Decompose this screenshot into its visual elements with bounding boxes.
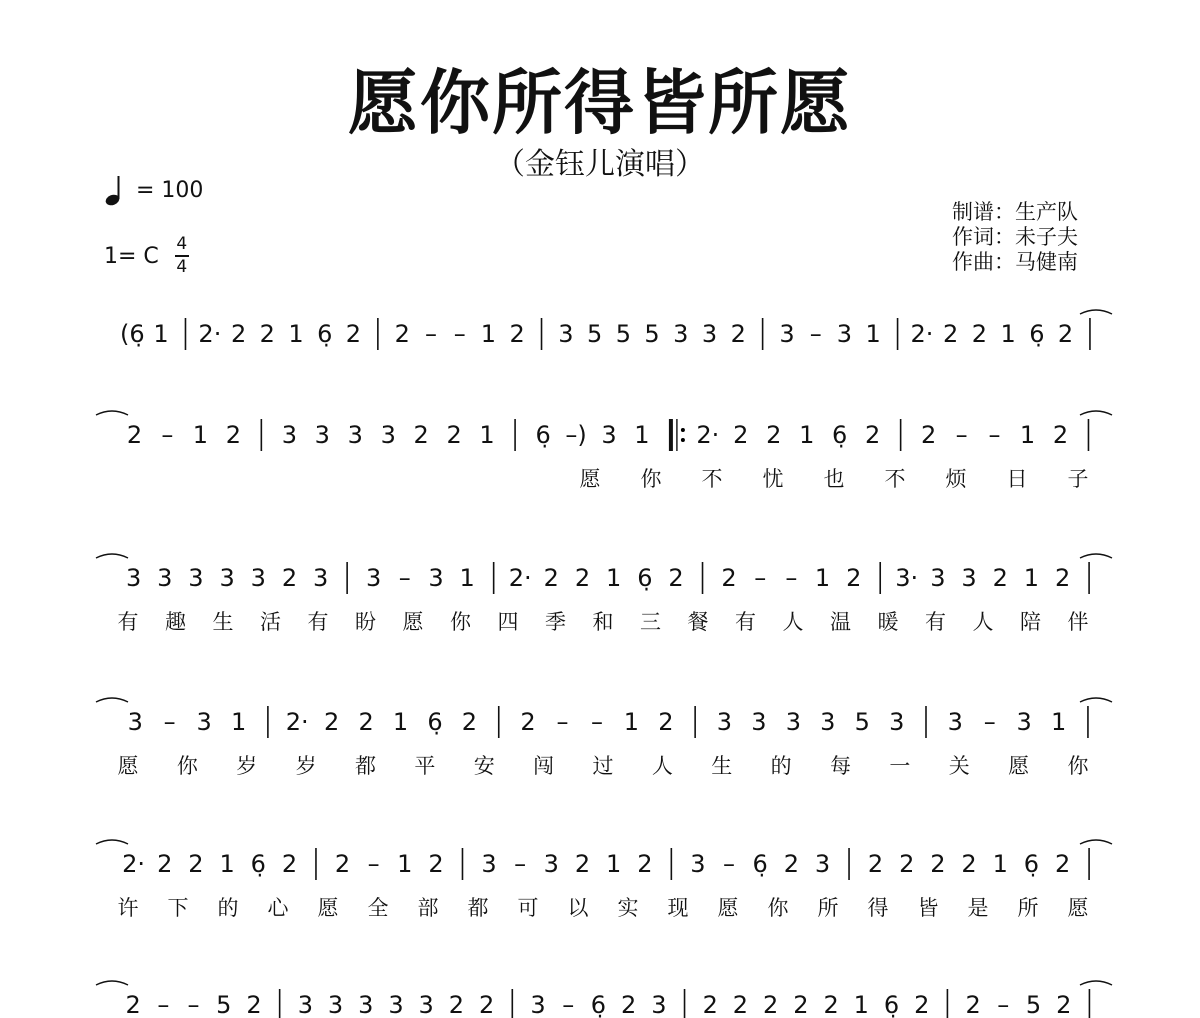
lyric-char: 活 bbox=[260, 610, 281, 634]
note: 2 bbox=[281, 564, 298, 592]
lyric-char: 日 bbox=[1006, 467, 1028, 491]
note: 2· bbox=[508, 564, 532, 592]
lyric-char: 盼 bbox=[355, 610, 376, 634]
lyric-char: 的 bbox=[770, 754, 792, 778]
note: 3 bbox=[651, 991, 667, 1018]
note: 2 bbox=[446, 421, 462, 449]
lyric-char: 有 bbox=[307, 610, 329, 634]
note: 2 bbox=[783, 850, 800, 878]
note: 2 bbox=[766, 421, 782, 449]
lyric-char: 伴 bbox=[1067, 610, 1089, 634]
note: 3 bbox=[701, 320, 718, 348]
repeat-dot bbox=[681, 428, 685, 432]
note: 2 bbox=[965, 991, 981, 1018]
lyric-char: 烦 bbox=[945, 467, 967, 491]
note: 2 bbox=[520, 708, 536, 736]
lyric-char: 陪 bbox=[1020, 610, 1041, 634]
note: 6̣ bbox=[250, 850, 266, 878]
lyric-char: 不 bbox=[884, 467, 906, 491]
note: 1 bbox=[459, 564, 475, 592]
note: 3 bbox=[281, 421, 297, 449]
lyric-char: 愿 bbox=[579, 467, 601, 491]
lyric-char: 愿 bbox=[1008, 754, 1030, 778]
song-title: 愿你所得皆所愿 bbox=[348, 62, 852, 144]
note: 6̣ bbox=[883, 991, 900, 1018]
note: – bbox=[785, 564, 798, 592]
note: 3 bbox=[428, 564, 444, 592]
note: 1 bbox=[865, 320, 881, 348]
note: 1 bbox=[623, 708, 640, 736]
note: 3 bbox=[188, 564, 204, 592]
note: 3 bbox=[358, 991, 374, 1018]
note: 1 bbox=[1051, 708, 1067, 736]
lyric-char: 有 bbox=[735, 610, 756, 634]
key-text: 1= C bbox=[104, 243, 159, 269]
note: 1 bbox=[992, 850, 1008, 878]
lyric-char: 生 bbox=[711, 754, 733, 778]
slur bbox=[1080, 840, 1112, 844]
note: 2 bbox=[763, 991, 779, 1018]
note: 5 bbox=[216, 991, 232, 1018]
note: 3 bbox=[558, 320, 574, 348]
note: 2 bbox=[230, 320, 247, 348]
note: 6̣ bbox=[317, 320, 333, 348]
note: 3· bbox=[895, 564, 919, 592]
note: 2 bbox=[793, 991, 809, 1018]
note: 2 bbox=[574, 564, 591, 592]
note: 2 bbox=[574, 850, 591, 878]
note: 1 bbox=[219, 850, 235, 878]
note: 5 bbox=[587, 320, 603, 348]
lyric-char: 你 bbox=[1067, 754, 1089, 778]
note: 1 bbox=[799, 421, 815, 449]
note: – bbox=[723, 850, 736, 878]
note: 2 bbox=[334, 850, 351, 878]
lyric-char: 得 bbox=[867, 896, 889, 920]
note: 5 bbox=[854, 708, 870, 736]
lyric-char: 生 bbox=[212, 610, 234, 634]
note: 2 bbox=[1054, 850, 1071, 878]
note: – bbox=[187, 991, 200, 1018]
note: 6̣ bbox=[590, 991, 607, 1018]
lyric-char: 愿 bbox=[317, 896, 339, 920]
lyric-char: 人 bbox=[782, 610, 804, 634]
lyric-char: 下 bbox=[167, 896, 189, 920]
slur bbox=[1080, 981, 1112, 985]
credit-transcriber: 制谱：生产队 bbox=[952, 200, 1078, 224]
note: 6̣ bbox=[427, 708, 443, 736]
note: 3 bbox=[250, 564, 266, 592]
note: 2 bbox=[478, 991, 495, 1018]
performer-subtitle: （金钰儿演唱） bbox=[495, 147, 705, 182]
lyric-char: 都 bbox=[355, 754, 376, 778]
note: – bbox=[809, 320, 822, 348]
note: 2· bbox=[910, 320, 934, 348]
lyric-char: 趣 bbox=[165, 610, 186, 634]
note: 3 bbox=[785, 708, 801, 736]
lyric-char: 有 bbox=[925, 610, 946, 634]
note: 2 bbox=[961, 850, 977, 878]
slur bbox=[96, 411, 128, 415]
note: – bbox=[453, 320, 466, 348]
lyric-char: 现 bbox=[667, 896, 689, 920]
note: 3 bbox=[530, 991, 546, 1018]
note: – bbox=[754, 564, 767, 592]
note: 2 bbox=[358, 708, 374, 736]
note: 3 bbox=[312, 564, 329, 592]
note: 3 bbox=[481, 850, 497, 878]
note: 2 bbox=[509, 320, 525, 348]
note: 3 bbox=[716, 708, 733, 736]
note: – bbox=[556, 708, 569, 736]
note: 2 bbox=[637, 850, 653, 878]
lyric-char: 人 bbox=[651, 754, 673, 778]
slur bbox=[1080, 411, 1112, 415]
lyric-char: 安 bbox=[473, 754, 495, 778]
note: 1 bbox=[288, 320, 304, 348]
note: 6̣ bbox=[752, 850, 768, 878]
slur bbox=[1080, 698, 1112, 702]
note: 2 bbox=[543, 564, 559, 592]
note: 2· bbox=[285, 708, 309, 736]
note: 3 bbox=[820, 708, 836, 736]
note: 5 bbox=[615, 320, 631, 348]
note: 6̣ bbox=[535, 421, 551, 449]
note: 3 bbox=[779, 320, 795, 348]
note: 3 bbox=[347, 421, 363, 449]
lyric-char: 岁 bbox=[236, 754, 258, 778]
note: 1 bbox=[153, 320, 169, 348]
note: 3 bbox=[365, 564, 382, 592]
lyric-char: 部 bbox=[417, 896, 439, 920]
lyric-char: 所 bbox=[1017, 896, 1039, 920]
note: 1 bbox=[392, 708, 409, 736]
tempo-value: = 100 bbox=[136, 177, 204, 203]
note: 3 bbox=[1016, 708, 1032, 736]
note: 2 bbox=[259, 320, 275, 348]
note: 3 bbox=[196, 708, 212, 736]
note: – bbox=[955, 421, 968, 449]
lyric-char: 也 bbox=[823, 467, 845, 491]
note: 1 bbox=[192, 421, 209, 449]
note: 3 bbox=[836, 320, 853, 348]
note: 2 bbox=[992, 564, 1008, 592]
lyric-char: 愿 bbox=[717, 896, 739, 920]
lyric-char: 四 bbox=[497, 610, 519, 634]
note: 2 bbox=[1052, 421, 1069, 449]
note: 2 bbox=[461, 708, 478, 736]
lyric-char: 的 bbox=[217, 896, 239, 920]
note: 3 bbox=[930, 564, 946, 592]
note: – bbox=[157, 991, 170, 1018]
lyric-char: 平 bbox=[414, 754, 436, 778]
lyric-char: 你 bbox=[450, 610, 471, 634]
note: 3 bbox=[814, 850, 831, 878]
note: – bbox=[997, 991, 1010, 1018]
note: 2 bbox=[323, 708, 340, 736]
note: 2· bbox=[696, 421, 720, 449]
note: 2 bbox=[721, 564, 737, 592]
note: 2 bbox=[188, 850, 204, 878]
time-numerator: 4 bbox=[176, 234, 188, 254]
lyric-char: 实 bbox=[617, 896, 639, 920]
repeat-dot bbox=[681, 438, 685, 442]
note: – bbox=[367, 850, 380, 878]
lyric-char: 都 bbox=[467, 896, 489, 920]
lyric-char: 闯 bbox=[533, 754, 555, 778]
note: –) bbox=[565, 421, 587, 449]
lyric-char: 每 bbox=[830, 754, 851, 778]
note: (6̣ bbox=[120, 320, 145, 348]
note: 3 bbox=[690, 850, 706, 878]
note: 2· bbox=[122, 850, 146, 878]
lyric-char: 愿 bbox=[117, 754, 139, 778]
note: 3 bbox=[125, 564, 142, 592]
note: 2 bbox=[668, 564, 684, 592]
note: – bbox=[562, 991, 575, 1018]
note: 2 bbox=[413, 421, 429, 449]
slur bbox=[96, 981, 128, 985]
note: – bbox=[983, 708, 996, 736]
lyric-char: 心 bbox=[267, 896, 289, 920]
note: 1 bbox=[1023, 564, 1040, 592]
note: 2 bbox=[921, 421, 937, 449]
note: 2 bbox=[730, 320, 746, 348]
note: 3 bbox=[297, 991, 313, 1018]
lyric-char: 暖 bbox=[877, 610, 899, 634]
note: 6̣ bbox=[1023, 850, 1040, 878]
note: 5 bbox=[644, 320, 660, 348]
note: 3 bbox=[543, 850, 559, 878]
note: 2 bbox=[864, 421, 881, 449]
lyric-char: 季 bbox=[545, 610, 566, 634]
lyric-char: 全 bbox=[367, 896, 389, 920]
note: 3 bbox=[751, 708, 767, 736]
note: 2 bbox=[246, 991, 262, 1018]
note: 2 bbox=[899, 850, 915, 878]
lyric-char: 有 bbox=[117, 610, 139, 634]
note: 3 bbox=[388, 991, 404, 1018]
lyric-char: 和 bbox=[592, 610, 614, 634]
note: 2 bbox=[971, 320, 988, 348]
note: 2 bbox=[702, 991, 718, 1018]
note: – bbox=[398, 564, 411, 592]
lyric-char: 子 bbox=[1067, 467, 1089, 491]
lyric-char: 许 bbox=[117, 896, 139, 920]
lyric-char: 一 bbox=[889, 754, 911, 778]
note: – bbox=[163, 708, 176, 736]
note: 2 bbox=[1056, 991, 1072, 1018]
note: 1 bbox=[606, 564, 622, 592]
note: 3 bbox=[380, 421, 396, 449]
note: 2 bbox=[943, 320, 959, 348]
lyric-char: 温 bbox=[830, 610, 851, 634]
lyric-char: 可 bbox=[517, 896, 539, 920]
lyric-char: 以 bbox=[567, 896, 589, 920]
note: 2 bbox=[157, 850, 173, 878]
lyric-char: 餐 bbox=[687, 610, 709, 634]
note: 2 bbox=[225, 421, 241, 449]
slur bbox=[1080, 554, 1112, 558]
note: 1 bbox=[479, 421, 495, 449]
note: 2 bbox=[620, 991, 637, 1018]
note: 1 bbox=[1019, 421, 1036, 449]
note: 3 bbox=[961, 564, 977, 592]
slur bbox=[96, 698, 128, 702]
note: 3 bbox=[219, 564, 235, 592]
note: 6̣ bbox=[637, 564, 653, 592]
note: 2 bbox=[125, 991, 141, 1018]
note: 2 bbox=[914, 991, 930, 1018]
note: 1 bbox=[1000, 320, 1016, 348]
lyric-char: 愿 bbox=[402, 610, 424, 634]
note: 1 bbox=[634, 421, 650, 449]
note: 6̣ bbox=[832, 421, 848, 449]
note: 1 bbox=[397, 850, 413, 878]
note: – bbox=[590, 708, 603, 736]
lyric-char: 你 bbox=[176, 754, 198, 778]
lyric-char: 皆 bbox=[917, 896, 939, 920]
note: 2 bbox=[448, 991, 465, 1018]
note: 2 bbox=[658, 708, 674, 736]
note: 2 bbox=[1054, 564, 1071, 592]
note: 1 bbox=[606, 850, 622, 878]
note: 1 bbox=[480, 320, 497, 348]
time-denominator: 4 bbox=[176, 257, 188, 277]
note: 2 bbox=[1057, 320, 1074, 348]
lyric-char: 三 bbox=[640, 610, 661, 634]
lyric-char: 你 bbox=[767, 896, 789, 920]
note: 3 bbox=[601, 421, 617, 449]
note: 3 bbox=[418, 991, 434, 1018]
note: 2 bbox=[126, 421, 143, 449]
note: 3 bbox=[314, 421, 330, 449]
note: 2 bbox=[428, 850, 444, 878]
note: 1 bbox=[853, 991, 869, 1018]
note: 3 bbox=[947, 708, 963, 736]
lyric-char: 岁 bbox=[295, 754, 317, 778]
note: 2 bbox=[930, 850, 946, 878]
note: – bbox=[424, 320, 437, 348]
lyric-char: 不 bbox=[701, 467, 723, 491]
lyric-char: 愿 bbox=[1067, 896, 1089, 920]
note: 1 bbox=[814, 564, 831, 592]
note: 2 bbox=[867, 850, 884, 878]
note: 3 bbox=[889, 708, 905, 736]
lyric-char: 人 bbox=[972, 610, 994, 634]
note: 2 bbox=[732, 991, 749, 1018]
credit-composer: 作曲：马健南 bbox=[952, 250, 1078, 274]
note: 3 bbox=[673, 320, 689, 348]
note: – bbox=[988, 421, 1001, 449]
lyric-char: 所 bbox=[817, 896, 839, 920]
lyric-char: 是 bbox=[967, 896, 989, 920]
note: 2· bbox=[198, 320, 222, 348]
note: 3 bbox=[327, 991, 344, 1018]
note: 2 bbox=[394, 320, 410, 348]
note: 2 bbox=[823, 991, 839, 1018]
slur bbox=[96, 554, 128, 558]
lyric-char: 过 bbox=[592, 754, 614, 778]
note: 3 bbox=[127, 708, 143, 736]
note: – bbox=[161, 421, 174, 449]
note: – bbox=[514, 850, 527, 878]
note: 3 bbox=[157, 564, 173, 592]
credit-lyricist: 作词：未子夫 bbox=[952, 225, 1078, 249]
slur bbox=[1080, 310, 1112, 314]
note: 5 bbox=[1025, 991, 1042, 1018]
note: 2 bbox=[846, 564, 862, 592]
note: 6̣ bbox=[1029, 320, 1045, 348]
lyric-char: 你 bbox=[640, 467, 662, 491]
note: 2 bbox=[733, 421, 749, 449]
lyric-char: 忧 bbox=[762, 467, 784, 491]
note: 2 bbox=[345, 320, 362, 348]
note: 2 bbox=[281, 850, 298, 878]
lyric-char: 关 bbox=[948, 754, 970, 778]
slur bbox=[96, 840, 128, 844]
note: 1 bbox=[230, 708, 247, 736]
